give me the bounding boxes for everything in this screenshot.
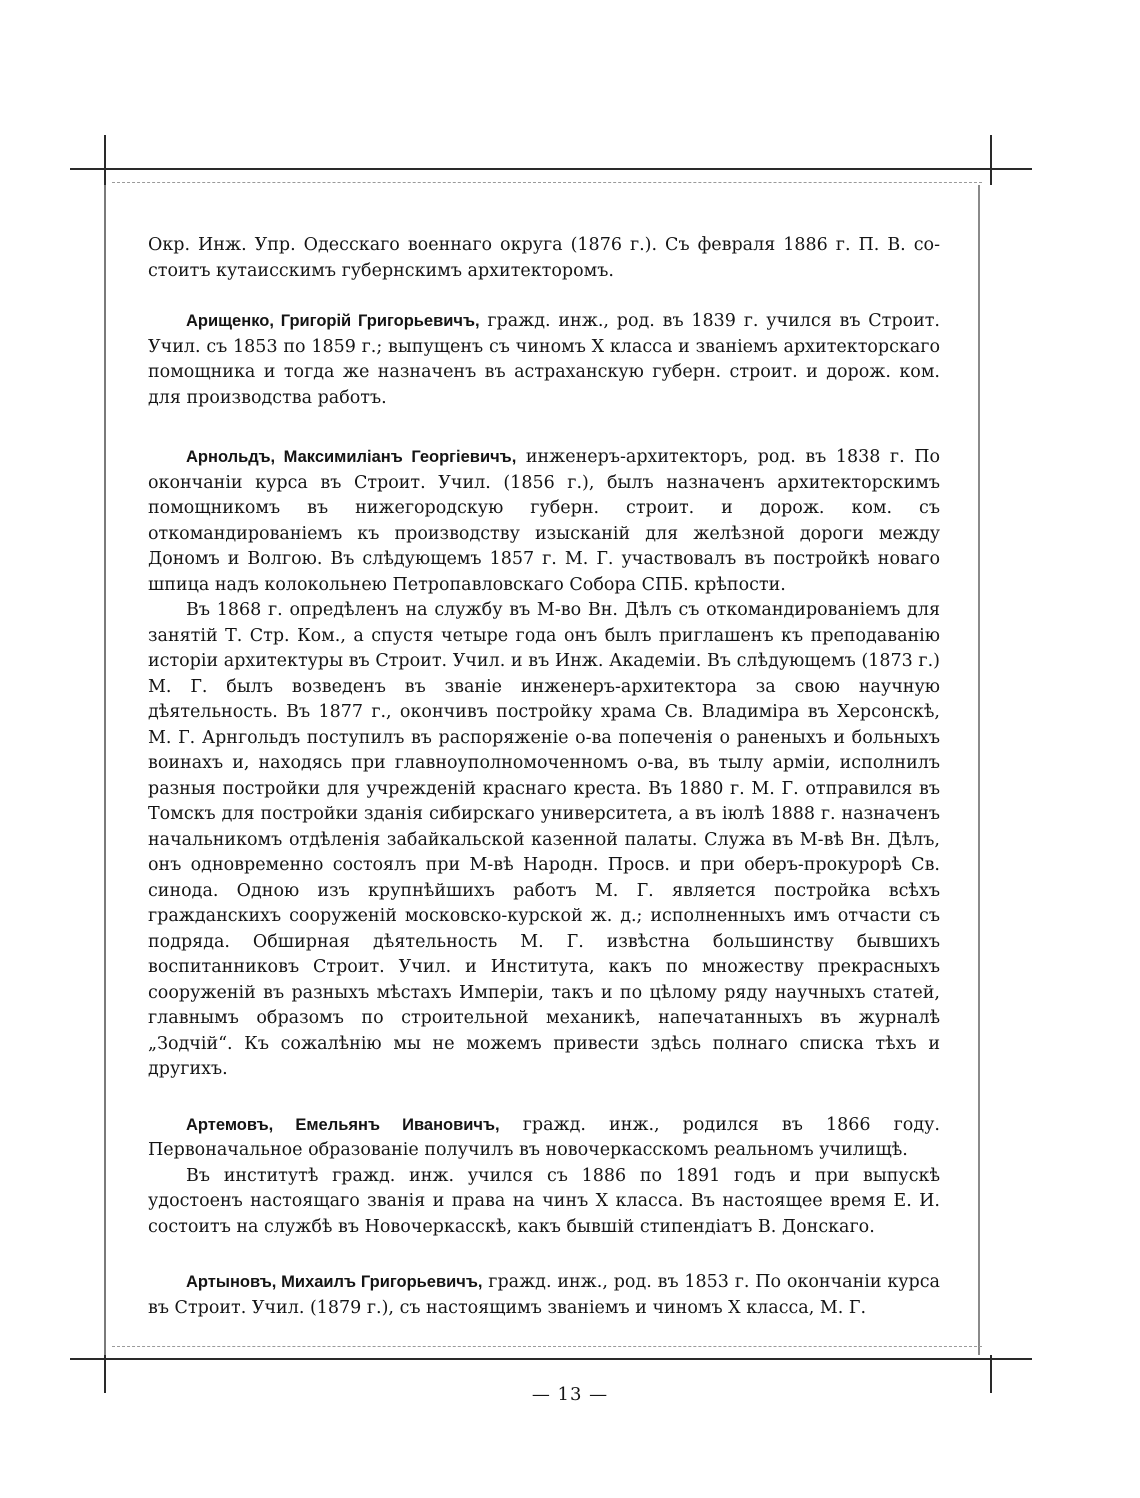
frame-bottom-dashed: [112, 1346, 982, 1347]
continuation-text: Окр. Инж. Упр. Одесскаго военнаго округа (1876 г.). Съ февраля 1886 г. П. В. со-стоитъ кутаисскимъ губернскимъ архитекторомъ.: [148, 235, 940, 281]
entry-text: гражд. инж., род. въ 1839 г. учился въ Строит. Учил. съ 1853 по 1859 г.; выпущенъ съ чиномъ X класса и званіемъ архитекторскаго помощника и тогда же назначенъ въ астраханскую губерн. строит. и дорож. ком. для производства работъ.: [148, 311, 940, 408]
entry-arnold-paragraph-2: Въ 1868 г. опредѣленъ на службу въ М-во Вн. Дѣлъ съ откомандированіемъ для занятій Т. Стр. Ком., а спустя четыре года онъ былъ приглашенъ къ преподаванію исторіи архитектуры въ Строит. Учил. и въ Инж. Академіи. Въ слѣдующемъ (1873 г.) М. Г. былъ возведенъ въ званіе инженеръ-архитектора за свою научную дѣятельность. Въ 1877 г., окончивъ постройку храма Св. Владиміра въ Херсонскѣ, М. Г. Арнгольдъ поступилъ въ распоряженіе о-ва попеченія о раненыхъ и больныхъ воинахъ и, находясь при главноуполномоченномъ о-ва, въ тылу арміи, исполнилъ разныя постройки для учрежденій краснаго креста. Въ 1880 г. М. Г. отправился въ Томскъ для постройки зданія сибирскаго университета, а въ іюлѣ 1888 г. назначенъ начальникомъ отдѣленія забайкальской казенной палаты. Служа въ М-вѣ Вн. Дѣлъ, онъ одновременно состоялъ при М-вѣ Народн. Просв. и при оберъ-прокурорѣ Св. синода. Одною изъ крупнѣйшихъ работъ М. Г. является постройка всѣхъ гражданскихъ сооруженій московско-курской ж. д.; исполненныхъ имъ отчасти съ подряда. Обширная дѣятельность М. Г. извѣстна большинству бывшихъ воспитанниковъ Строит. Учил. и Института, какъ по множеству прекрасныхъ сооруженій въ разныхъ мѣстахъ Имперіи, такъ и по цѣлому ряду научныхъ статей, главнымъ образомъ по строительной механикѣ, напечатанныхъ въ журналѣ „Зодчій“. Къ сожалѣнію мы не можемъ привести здѣсь полнаго списка тѣхъ и другихъ.: [148, 600, 940, 1079]
entry-text: гражд. инж., род. въ 1853 г. По окончаніи курса въ Строит. Учил. (1879 г.), съ настоящимъ званіемъ и чиномъ X класса, М. Г.: [148, 1272, 940, 1318]
entry-arnold: [148, 445, 940, 598]
frame-right-border: [978, 185, 980, 1355]
page-number: — 13 —: [531, 1384, 609, 1405]
frame-top-dashed: [112, 182, 982, 183]
frame-right-vertical-top: [990, 135, 992, 185]
entry-artemov: [148, 1113, 940, 1164]
entry-text: инженеръ-архитекторъ, род. въ 1838 г. По окончаніи курса въ Строит. Учил. (1856 г.), былъ назначенъ архитекторскимъ помощникомъ въ нижегородскую губерн. строит. и дорож. ком. съ откомандированіемъ къ производству изысканій для желѣзной дороги между Дономъ и Волгою. Въ слѣдующемъ 1857 г. М. Г. участвовалъ въ постройкѣ новаго шпица надъ колокольнею Петропавловскаго Собора СПБ. крѣпости.: [148, 447, 940, 595]
entry-text: гражд. инж., родился въ 1866 году. Первоначальное образованіе получилъ въ новочеркасскомъ реальномъ училищѣ.: [148, 1114, 940, 1160]
frame-bottom-rule: [70, 1358, 1032, 1360]
entry-name: Артыновъ, Михаилъ Григорьевичъ,: [186, 1273, 483, 1291]
entry-name: Арнольдъ, Максимиліанъ Георгіевичъ,: [186, 448, 517, 466]
frame-top-rule: [70, 168, 1032, 170]
entry-name: Арищенко, Григорій Григорьевичъ,: [186, 312, 480, 330]
entry-name: Артемовъ, Емельянъ Ивановичъ,: [186, 1115, 500, 1134]
entry-artemov-paragraph-2: Въ институтѣ гражд. инж. учился съ 1886 по 1891 годъ и при выпускѣ удостоенъ настоящаго званія и права на чинъ X класса. Въ настоящее время Е. И. состоитъ на службѣ въ Новочеркасскѣ, какъ бывшій стипендіатъ В. Донскаго.: [148, 1165, 940, 1237]
entry-artynov: [148, 1270, 940, 1321]
page-body: [148, 233, 940, 1321]
frame-left-vertical-top: [104, 135, 106, 185]
entry-arishchenko: [148, 309, 940, 411]
frame-left-border: [104, 185, 106, 1365]
